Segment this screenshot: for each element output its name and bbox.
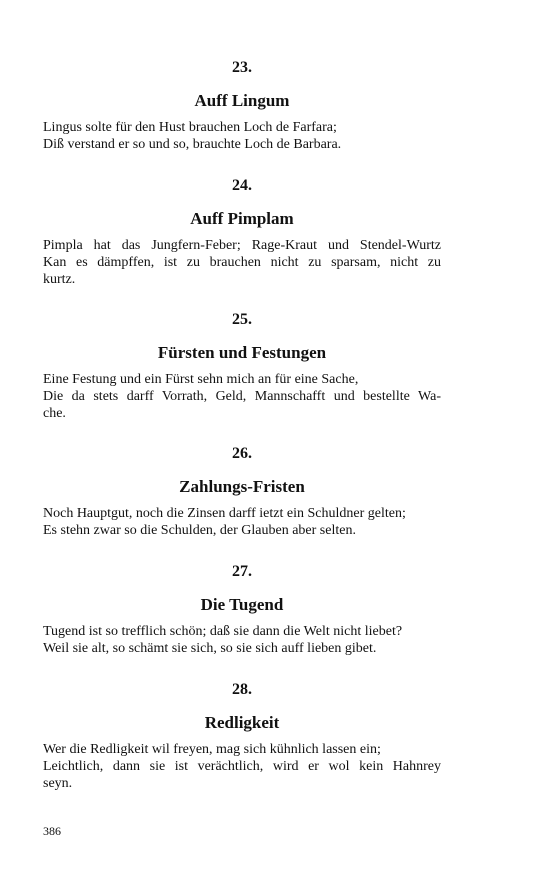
verse-line: Pimpla hat das Jungfern-Feber; Rage-Kraut und Stendel-Wurtz	[43, 238, 441, 253]
page-number: 386	[43, 824, 61, 838]
epigram-24	[43, 176, 441, 288]
epigram-title: Auff Pimplam	[190, 209, 294, 228]
epigram-number: 24.	[232, 177, 252, 194]
epigram-verse	[43, 237, 441, 288]
verse-line: kurtz.	[43, 272, 76, 287]
epigram-number: 28.	[232, 681, 252, 698]
epigram-27	[43, 562, 441, 657]
verse-line: Lingus solte für den Hust brauchen Loch de Farfara;	[43, 120, 337, 135]
verse-line: Weil sie alt, so schämt sie sich, so sie sich auff lieben gibet.	[43, 641, 377, 656]
verse-line: Diß verstand er so und so, brauchte Loch de Barbara.	[43, 137, 342, 152]
verse-line: seyn.	[43, 776, 73, 791]
verse-line: Leichtlich, dann sie ist verächtlich, wird er wol kein Hahnrey	[43, 759, 441, 774]
epigram-title: Zahlungs-Fristen	[179, 477, 305, 496]
verse-line: Wer die Redligkeit wil freyen, mag sich kühnlich lassen ein;	[43, 742, 381, 757]
epigram-verse	[43, 741, 441, 792]
epigram-number: 26.	[232, 445, 252, 462]
epigram-23	[43, 58, 441, 153]
epigram-title: Fürsten und Festungen	[157, 343, 327, 362]
epigram-verse	[43, 119, 441, 153]
verse-line: che.	[43, 406, 66, 421]
epigram-verse	[43, 371, 441, 422]
epigram-title: Die Tugend	[200, 595, 284, 614]
epigram-verse	[43, 505, 441, 539]
verse-line: Kan es dämpffen, ist zu brauchen nicht zu sparsam, nicht zu	[43, 255, 441, 270]
epigram-25	[43, 310, 441, 422]
epigram-verse	[43, 623, 441, 657]
epigram-title: Redligkeit	[204, 713, 280, 732]
verse-line: Die da stets darff Vorrath, Geld, Mannschafft und bestellte Wa-	[43, 389, 441, 404]
epigram-28	[43, 680, 441, 792]
verse-line: Eine Festung und ein Fürst sehn mich an für eine Sache,	[43, 372, 359, 387]
verse-line: Noch Hauptgut, noch die Zinsen darff ietzt ein Schuldner gelten;	[43, 506, 406, 521]
epigram-title: Auff Lingum	[194, 91, 290, 110]
epigram-26	[43, 444, 441, 539]
epigram-number: 27.	[232, 563, 252, 580]
verse-line: Tugend ist so trefflich schön; daß sie dann die Welt nicht liebet?	[43, 624, 403, 639]
epigram-number: 25.	[232, 311, 252, 328]
epigram-number: 23.	[232, 59, 252, 76]
verse-line: Es stehn zwar so die Schulden, der Glauben aber selten.	[43, 523, 356, 538]
